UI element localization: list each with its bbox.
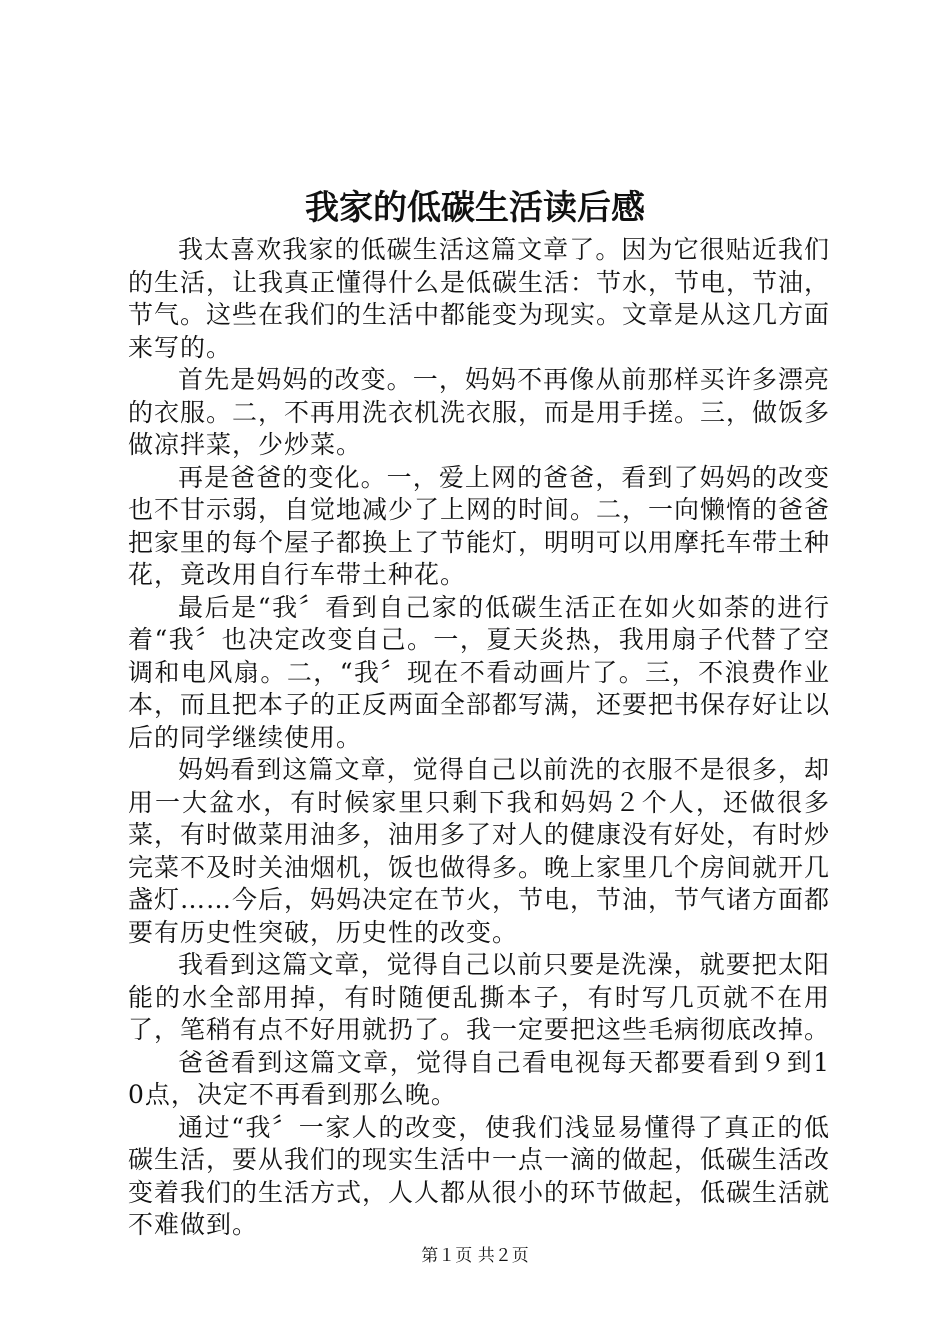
paragraph-father-change: 再是爸爸的变化。一，爱上网的爸爸，看到了妈妈的改变也不甘示弱，自觉地减少了上网的时间。二，一向懒惰的爸爸把家里的每个屋子都换上了节能灯，明明可以用摩托车带土种花，竟改用自行车带土种花。 bbox=[128, 462, 831, 589]
paragraph-mother-change: 首先是妈妈的改变。一，妈妈不再像从前那样买许多漂亮的衣服。二，不再用洗衣机洗衣服，而是用手搓。三，做饭多做凉拌菜，少炒菜。 bbox=[128, 365, 831, 459]
paragraph-my-change: 最后是“我〞看到自己家的低碳生活正在如火如荼的进行着“我〞也决定改变自己。一，夏天炎热，我用扇子代替了空调和电风扇。二，“我〞现在不看动画片了。三，不浪费作业本，而且把本子的正反两面全部都写满，还要把书保存好让以后的同学继续使用。 bbox=[128, 592, 831, 752]
paragraph-mother-reflection: 妈妈看到这篇文章，觉得自己以前洗的衣服不是很多，却用一大盆水，有时候家里只剩下我和妈妈２个人，还做很多菜，有时做菜用油多，油用多了对人的健康没有好处，有时炒完菜不及时关油烟机，饭也做得多。晚上家里几个房间就开几盏灯……今后，妈妈决定在节火，节电，节油，节气诸方面都要有历史性突破，历史性的改变。 bbox=[128, 755, 831, 947]
paragraph-father-reflection: 爸爸看到这篇文章，觉得自己看电视每天都要看到９到10点，决定不再看到那么晚。 bbox=[128, 1047, 830, 1109]
paragraph-conclusion: 通过“我〞一家人的改变，使我们浅显易懂得了真正的低碳生活，要从我们的现实生活中一点一滴的做起，低碳生活改变着我们的生活方式，人人都从很小的环节做起，低碳生活就不难做到。 bbox=[128, 1112, 831, 1239]
document-title: 我家的低碳生活读后感 bbox=[305, 188, 645, 228]
paragraph-intro: 我太喜欢我家的低碳生活这篇文章了。因为它很贴近我们的生活，让我真正懂得什么是低碳生活：节水，节电，节油，节气。这些在我们的生活中都能变为现实。文章是从这几方面来写的。 bbox=[128, 235, 831, 362]
paragraph-my-reflection: 我看到这篇文章，觉得自己以前只要是洗澡，就要把太阳能的水全部用掉，有时随便乱撕本子，有时写几页就不在用了，笔稍有点不好用就扔了。我一定要把这些毛病彻底改掉。 bbox=[128, 950, 831, 1044]
page-number-footer: 第１页 共２页 bbox=[421, 1246, 529, 1266]
document-body bbox=[128, 234, 830, 1242]
